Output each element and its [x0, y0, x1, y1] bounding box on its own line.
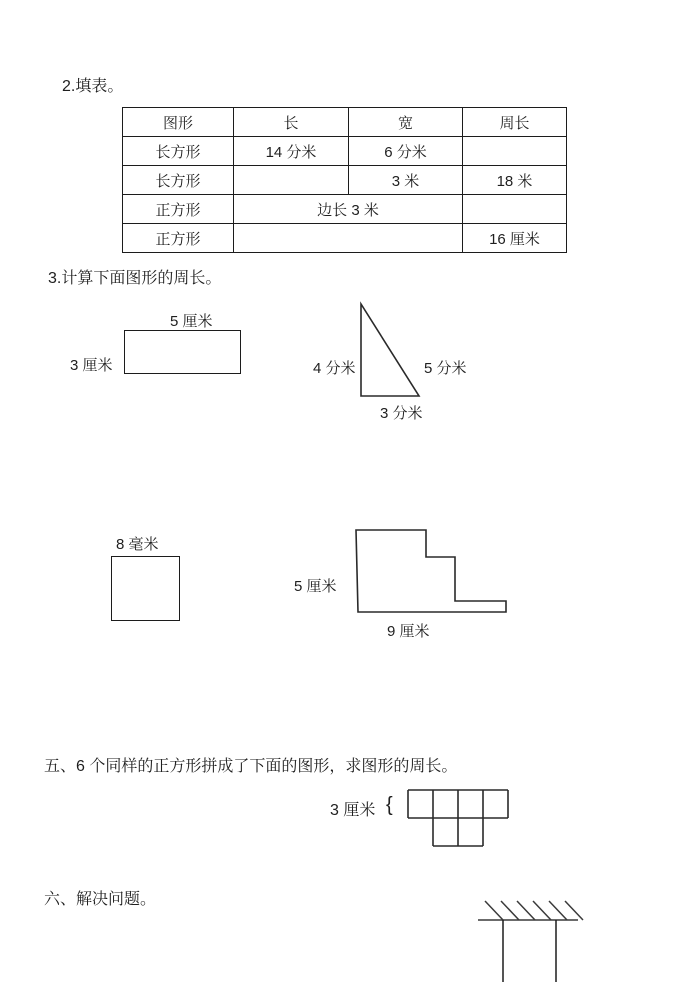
question-6-heading: 六、解决问题。 — [44, 891, 157, 908]
square-shape — [111, 556, 180, 621]
table-cell-blank — [234, 166, 349, 195]
table-cell: 正方形 — [123, 195, 234, 224]
six-squares-grid — [407, 789, 511, 849]
table-header-length: 长 — [234, 108, 349, 137]
table-row — [123, 224, 567, 253]
step-left-label: 5 厘米 — [294, 578, 337, 595]
square-top-label: 8 毫米 — [116, 536, 159, 553]
table-cell: 14 分米 — [234, 137, 349, 166]
table-header-shape: 图形 — [123, 108, 234, 137]
triangle-left-label: 4 分米 — [313, 360, 356, 377]
step-shape — [353, 526, 511, 618]
table-cell: 长方形 — [123, 137, 234, 166]
table-header-perimeter: 周长 — [463, 108, 567, 137]
table-row — [123, 166, 567, 195]
triangle-shape — [354, 296, 432, 406]
wall-hatching-figure — [474, 896, 594, 982]
table-cell: 18 米 — [463, 166, 567, 195]
table-cell-blank — [463, 137, 567, 166]
rectangle-shape — [124, 330, 241, 374]
table-cell-merged-blank — [234, 224, 463, 253]
step-bottom-label: 9 厘米 — [387, 623, 430, 640]
table-header-row — [123, 108, 567, 137]
rectangle-top-label: 5 厘米 — [170, 313, 213, 330]
table-cell-merged: 边长 3 米 — [234, 195, 463, 224]
triangle-right-label: 5 分米 — [424, 360, 467, 377]
rectangle-left-label: 3 厘米 — [70, 357, 113, 374]
table-cell: 长方形 — [123, 166, 234, 195]
fill-in-table — [122, 107, 567, 253]
table-row — [123, 195, 567, 224]
table-cell: 3 米 — [349, 166, 463, 195]
table-cell: 16 厘米 — [463, 224, 567, 253]
question-3-heading: 3.计算下面图形的周长。 — [48, 270, 222, 287]
table-cell: 6 分米 — [349, 137, 463, 166]
triangle-bottom-label: 3 分米 — [380, 405, 423, 422]
table-cell-blank — [463, 195, 567, 224]
table-row — [123, 137, 567, 166]
question-5-heading: 五、6 个同样的正方形拼成了下面的图形，求图形的周长。 — [44, 758, 458, 775]
question-2-heading: 2.填表。 — [62, 78, 124, 95]
brace-mark: { — [386, 794, 393, 816]
table-header-width: 宽 — [349, 108, 463, 137]
side-length-label: 3 厘米 — [330, 802, 376, 819]
table-cell: 正方形 — [123, 224, 234, 253]
